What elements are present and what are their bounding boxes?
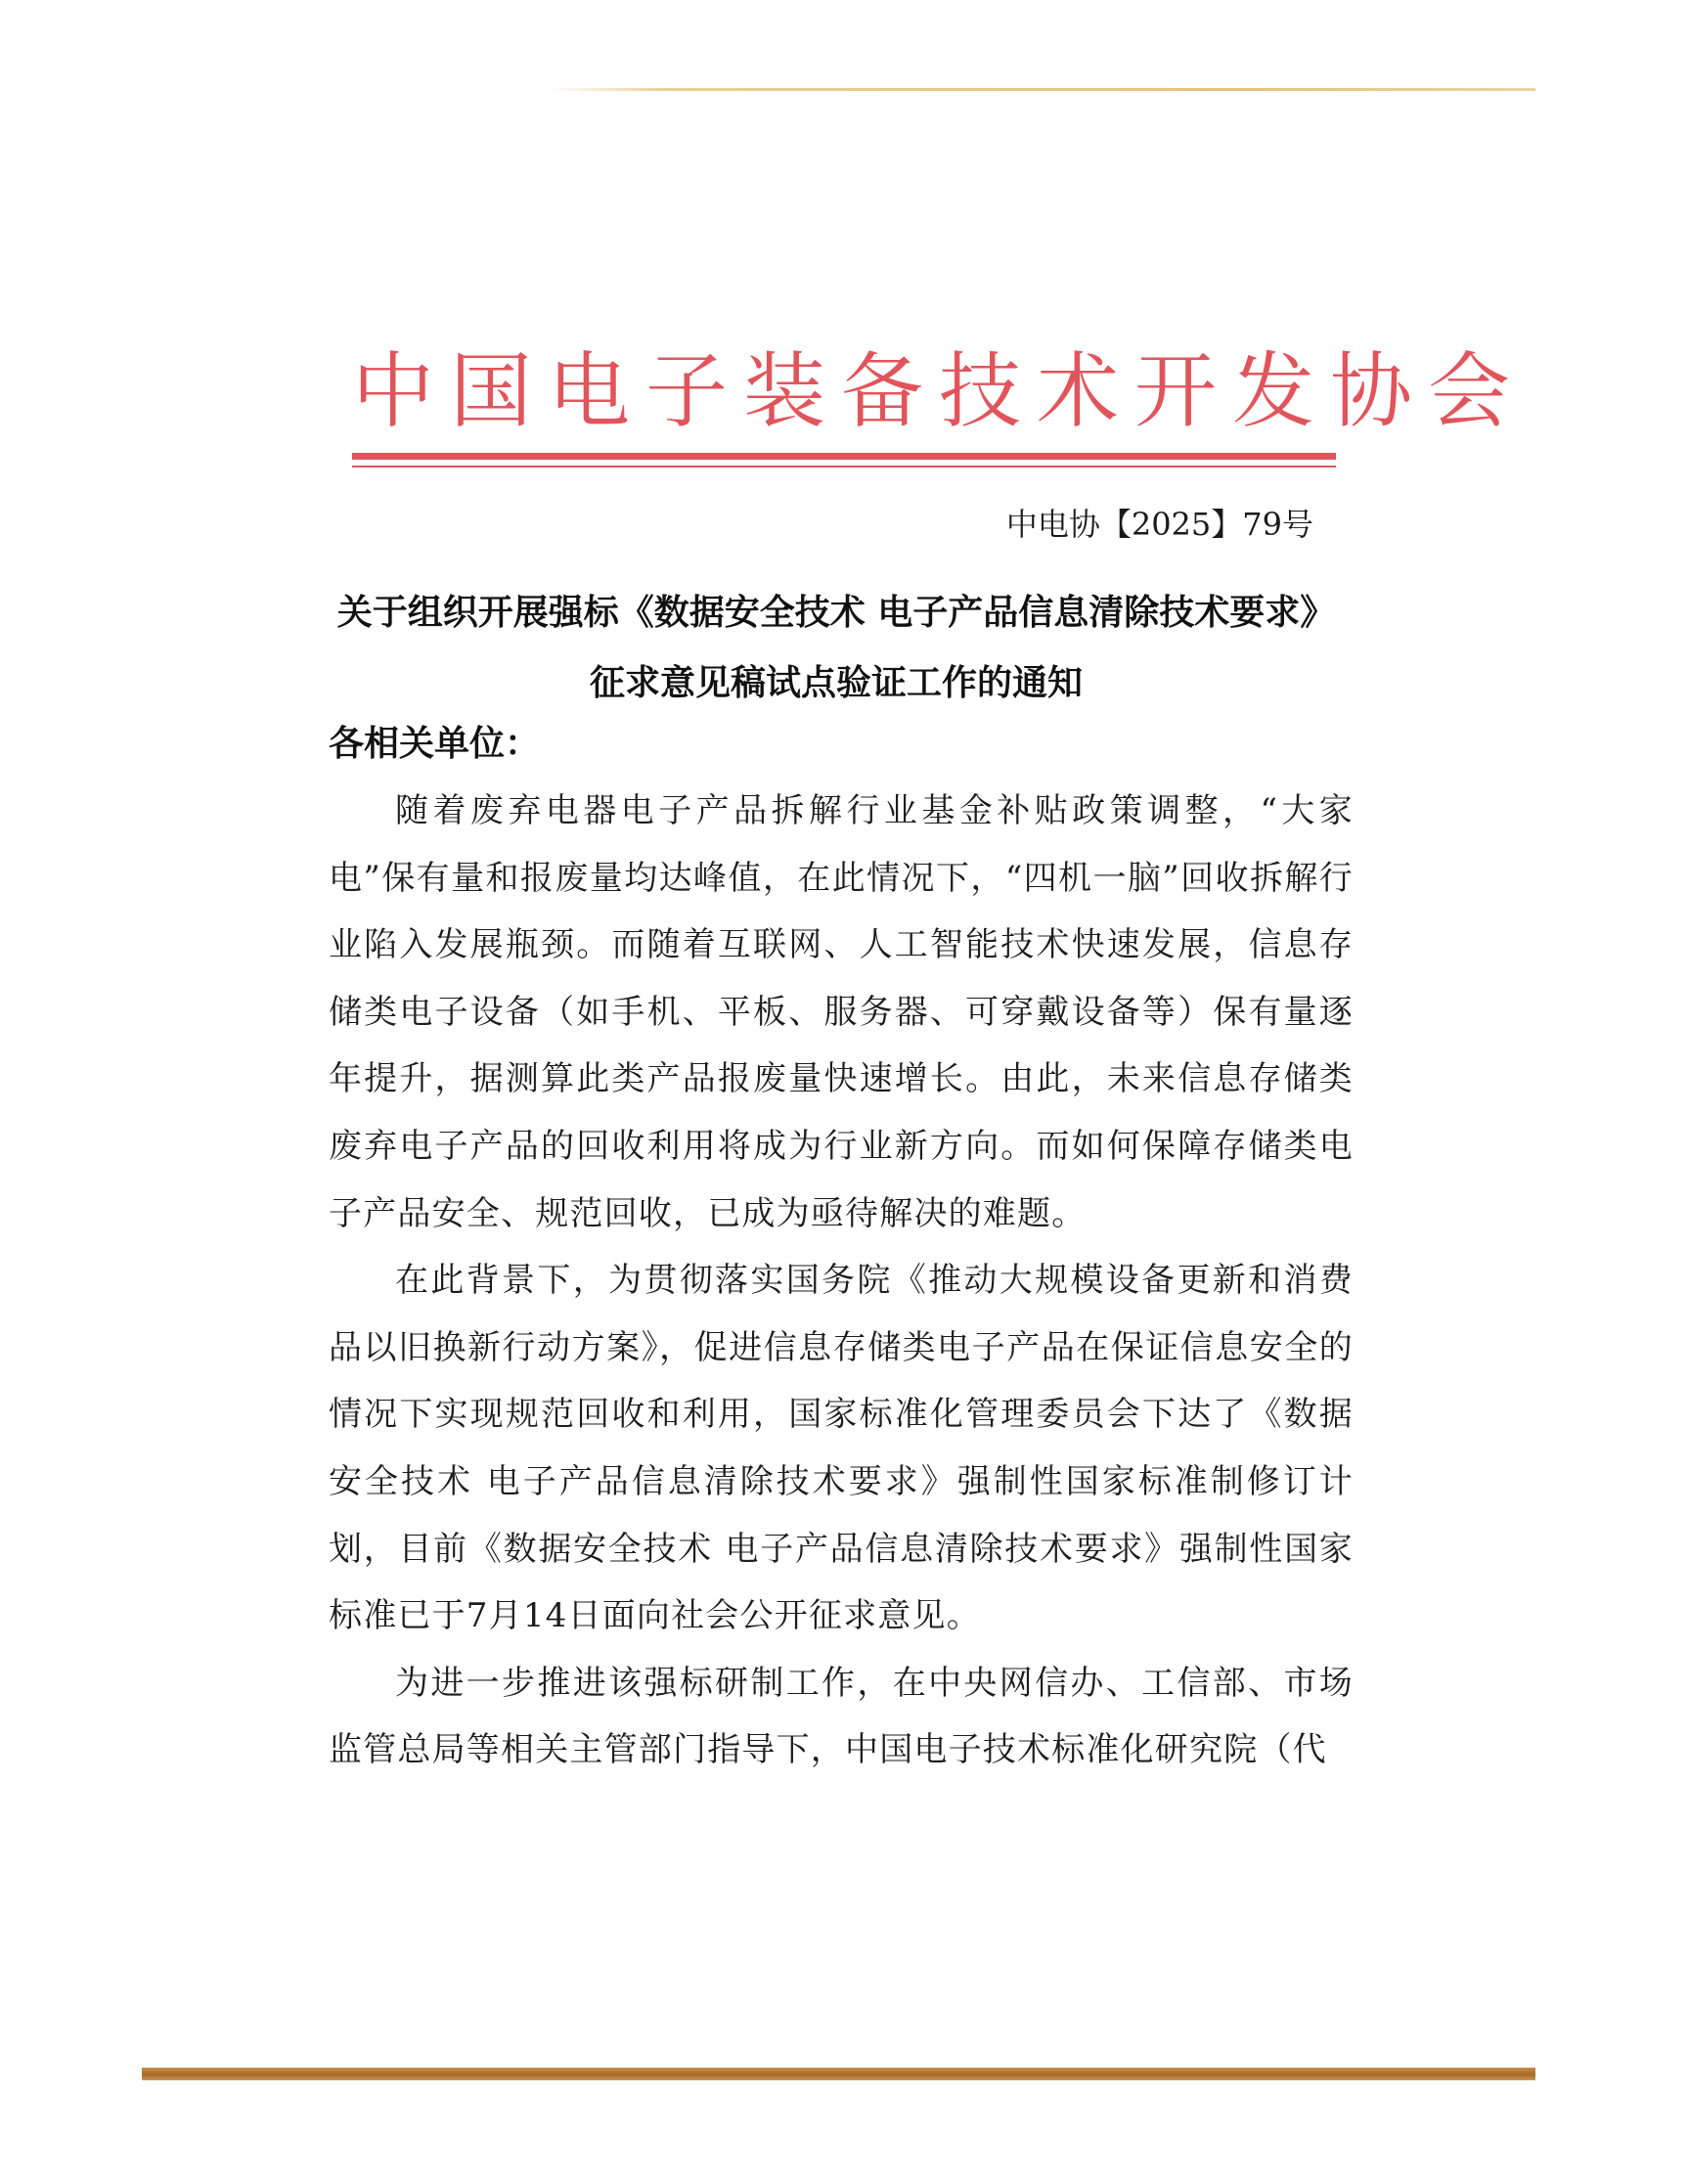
document-title-line-1: 关于组织开展强标《数据安全技术 电子产品信息清除技术要求》: [336, 592, 1336, 633]
document-body: [329, 778, 1354, 1784]
document-title-line-2: 征求意见稿试点验证工作的通知: [589, 662, 1083, 703]
body-paragraph-1: 随着废弃电器电子产品拆解行业基金补贴政策调整，“大家电”保有量和报废量均达峰值，在此情况下，“四机一脑”回收拆解行业陷入发展瓶颈。而随着互联网、人工智能技术快速发展，信息存储类电子设备（如手机、平板、服务器、可穿戴设备等）保有量逐年提升，据测算此类产品报废量快速增长。由此，未来信息存储类废弃电子产品的回收利用将成为行业新方向。而如何保障存储类电子产品安全、规范回收，已成为亟待解决的难题。: [329, 791, 1354, 1233]
document-number: 中电协【2025】79号: [1005, 506, 1313, 543]
salutation: 各相关单位：: [329, 723, 541, 764]
letterhead-rule-thick: [352, 453, 1336, 460]
letterhead-organization-name: 中国电子装备技术开发协会: [352, 343, 1527, 439]
body-paragraph-2: 在此背景下，为贯彻落实国务院《推动大规模设备更新和消费品以旧换新行动方案》，促进信息存储类电子产品在保证信息安全的情况下实现规范回收和利用，国家标准化管理委员会下达了《数据安全技术 电子产品信息清除技术要求》强制性国家标准制修订计划，目前《数据安全技术 电子产品信息清除技术要求》强制性国家标准已于7月14日面向社会公开征求意见。: [329, 1261, 1354, 1636]
paper-edge-bottom: [142, 2068, 1535, 2080]
paper-edge-top: [548, 88, 1535, 91]
body-paragraph-3: 为进一步推进该强标研制工作，在中央网信办、工信部、市场监管总局等相关主管部门指导下，中国电子技术标准化研究院（代: [329, 1663, 1354, 1770]
document-title: [323, 577, 1350, 718]
letterhead-rule-thin: [352, 466, 1336, 468]
